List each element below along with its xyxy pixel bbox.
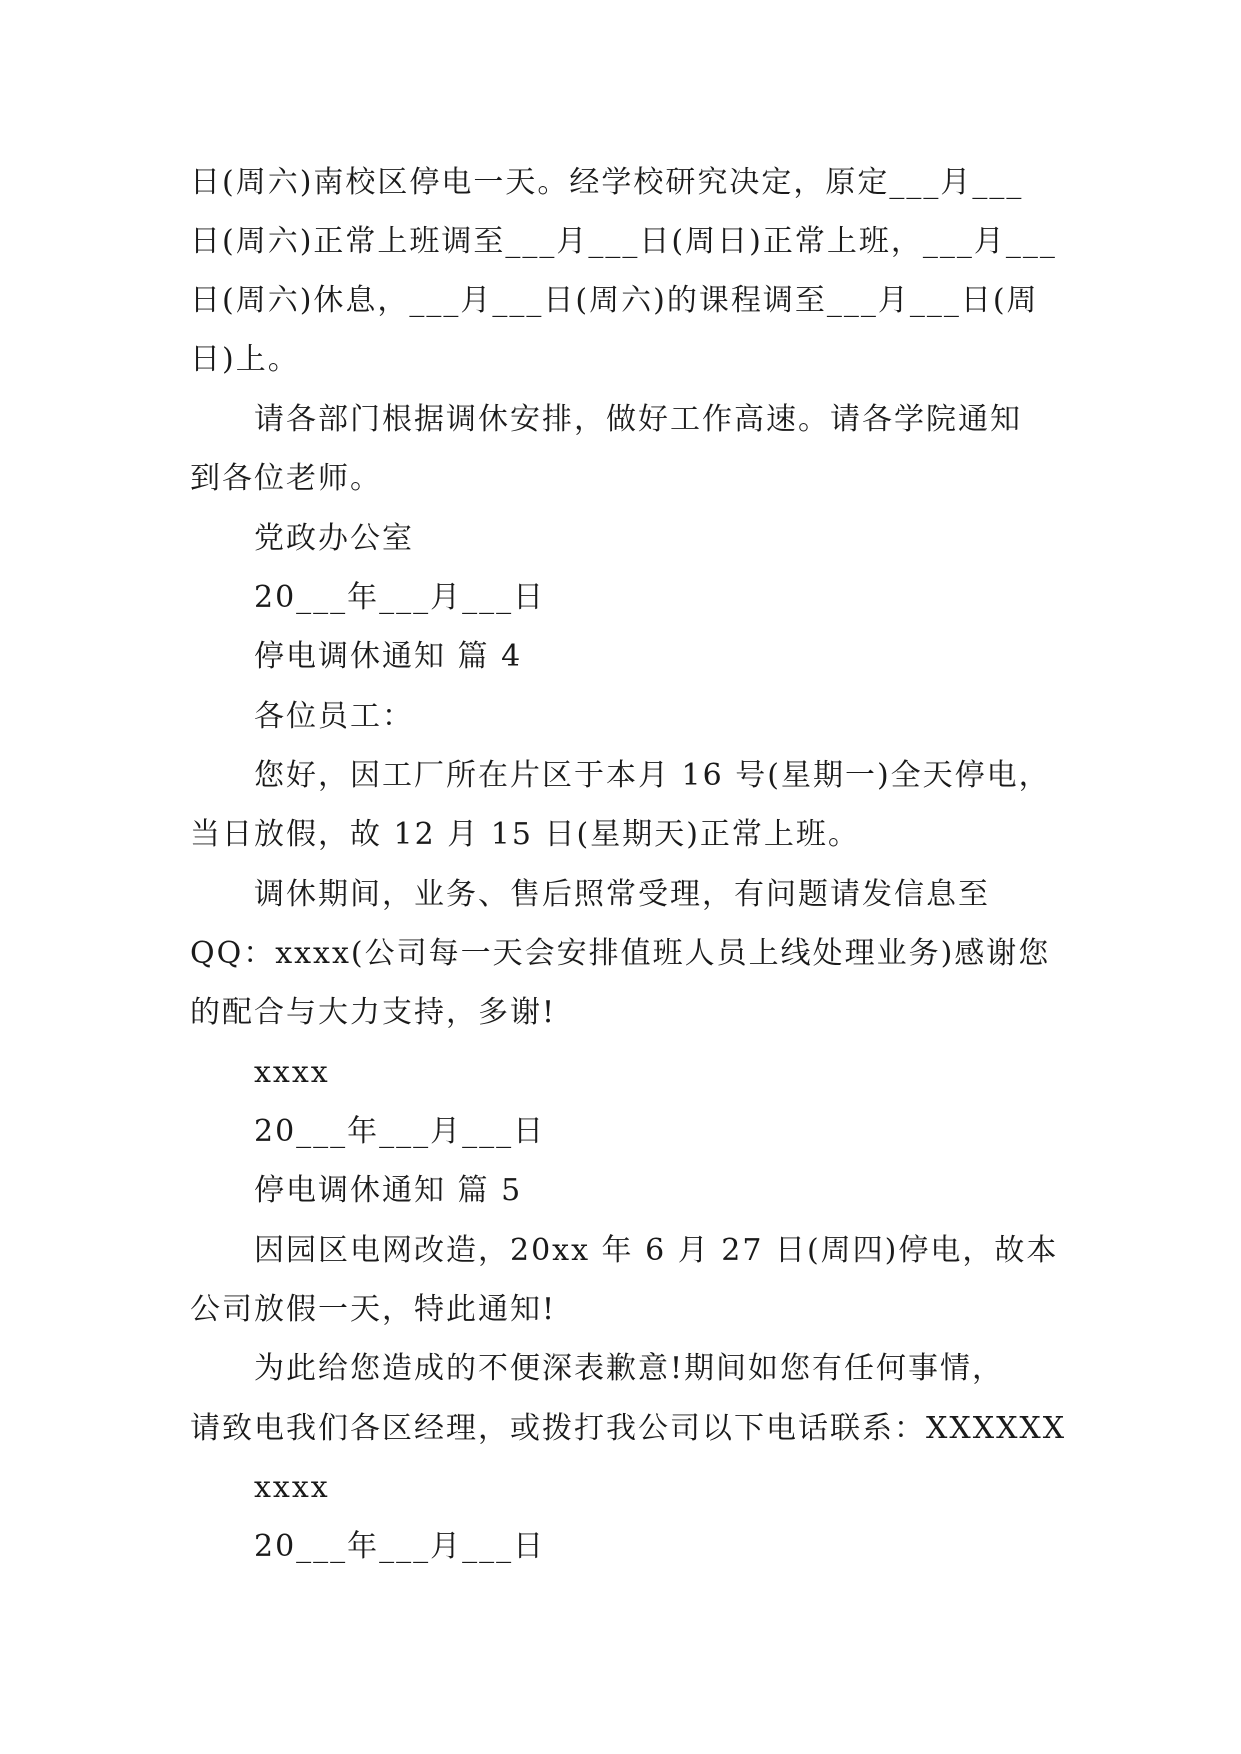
signature-office: 党政办公室 <box>254 521 414 556</box>
date-line: 20___年___月___日 <box>254 1114 546 1149</box>
paragraph-line: 调休期间，业务、售后照常受理，有问题请发信息至 <box>254 877 990 912</box>
paragraph-line: 因园区电网改造，20xx 年 6 月 27 日(周四)停电，故本 <box>254 1233 1059 1268</box>
text-line: 当日放假，故 12 月 15 日(星期天)正常上班。 <box>190 817 860 852</box>
text-line: QQ：xxxx(公司每一天会安排值班人员上线处理业务)感谢您 <box>190 936 1051 971</box>
date-line: 20___年___月___日 <box>254 580 546 615</box>
salutation: 各位员工： <box>254 699 414 734</box>
section-heading: 停电调休通知 篇 5 <box>254 1173 523 1208</box>
text-line: 的配合与大力支持，多谢! <box>190 995 557 1030</box>
text-line: 请致电我们各区经理，或拨打我公司以下电话联系：XXXXXX <box>190 1411 1067 1446</box>
paragraph-line: 请各部门根据调休安排，做好工作高速。请各学院通知 <box>254 402 1022 437</box>
section-heading: 停电调休通知 篇 4 <box>254 639 523 674</box>
date-line: 20___年___月___日 <box>254 1529 546 1564</box>
paragraph-line: 您好，因工厂所在片区于本月 16 号(星期一)全天停电， <box>254 758 1051 793</box>
text-line: 日(周六)正常上班调至___月___日(周日)正常上班，___月___ <box>190 224 1057 259</box>
text-line: 公司放假一天，特此通知! <box>190 1292 557 1327</box>
text-line: 日(周六)休息，___月___日(周六)的课程调至___月___日(周 <box>190 283 1039 318</box>
text-line: 日)上。 <box>190 342 300 377</box>
text-line: 到各位老师。 <box>190 461 382 496</box>
signature-name: xxxx <box>254 1470 330 1505</box>
paragraph-line: 为此给您造成的不便深表歉意!期间如您有任何事情， <box>254 1351 1005 1386</box>
signature-name: xxxx <box>254 1055 330 1090</box>
text-line: 日(周六)南校区停电一天。经学校研究决定，原定___月___ <box>190 165 1024 200</box>
